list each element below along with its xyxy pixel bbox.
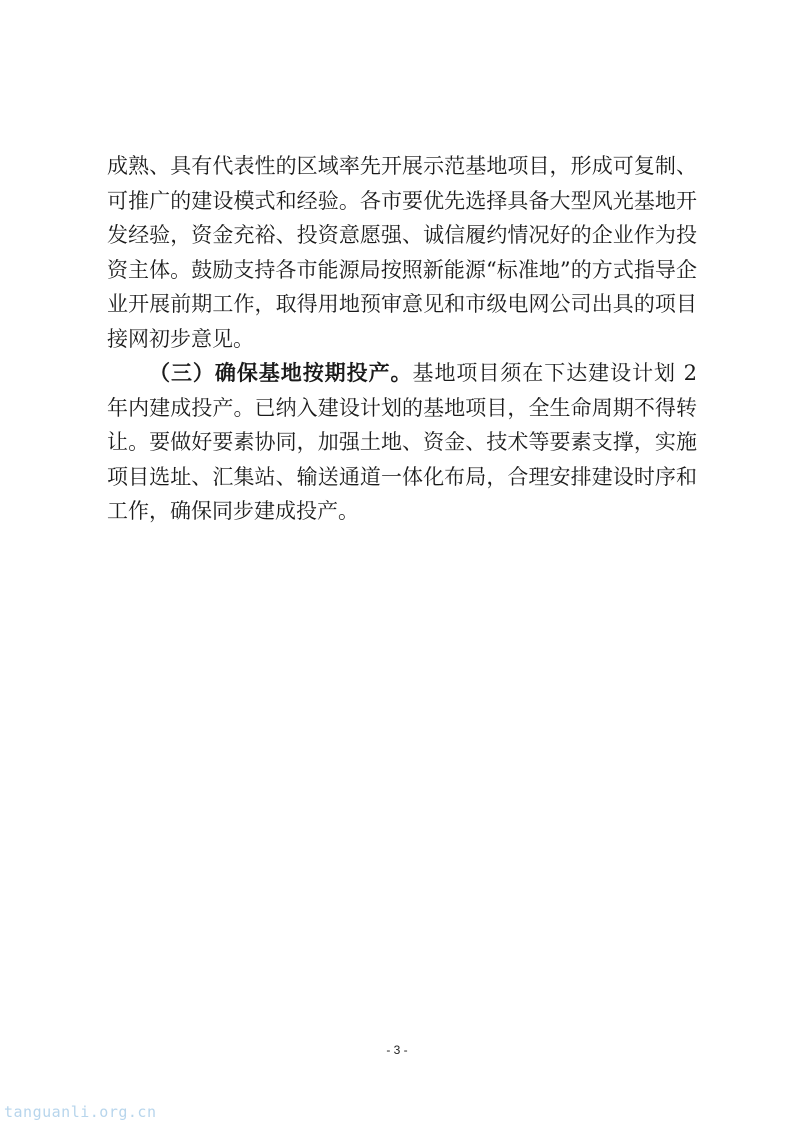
- body-text: [107, 149, 697, 529]
- paragraph-line: 接网初步意见。: [107, 326, 254, 351]
- paragraph-line: 成熟、具有代表性的区域率先开展示范基地项目，形成可复制、: [107, 154, 697, 178]
- paragraph-line: 可推广的建设模式和经验。各市要优先选择具备大型风光基地开: [107, 188, 697, 213]
- page-number: - 3 -: [386, 1043, 408, 1057]
- paragraph-first-line-text: 基地项目须在下达建设计划 2: [412, 361, 697, 385]
- paragraph-line: 发经验，资金充裕、投资意愿强、诚信履约情况好的企业作为投: [107, 223, 697, 247]
- paragraph-line: 年内建成投产。已纳入建设计划的基地项目，全生命周期不得转: [107, 395, 697, 420]
- section-heading: （三）确保基地按期投产。: [149, 360, 413, 385]
- paragraph-2: [107, 356, 697, 529]
- paragraph-first-line: [107, 356, 697, 391]
- watermark: tanguanli.org.cn: [4, 1103, 157, 1121]
- paragraph-line: 业开展前期工作，取得用地预审意见和市级电网公司出具的项目: [107, 292, 697, 316]
- paragraph-1: [107, 149, 697, 356]
- paragraph-line: 项目选址、汇集站、输送通道一体化布局，合理安排建设时序和: [107, 464, 697, 489]
- paragraph-line: 资主体。鼓励支持各市能源局按照新能源“标准地”的方式指导企: [107, 257, 697, 282]
- paragraph-line: 让。要做好要素协同，加强土地、资金、技术等要素支撑，实施: [107, 430, 697, 454]
- paragraph-line: 工作，确保同步建成投产。: [107, 499, 359, 523]
